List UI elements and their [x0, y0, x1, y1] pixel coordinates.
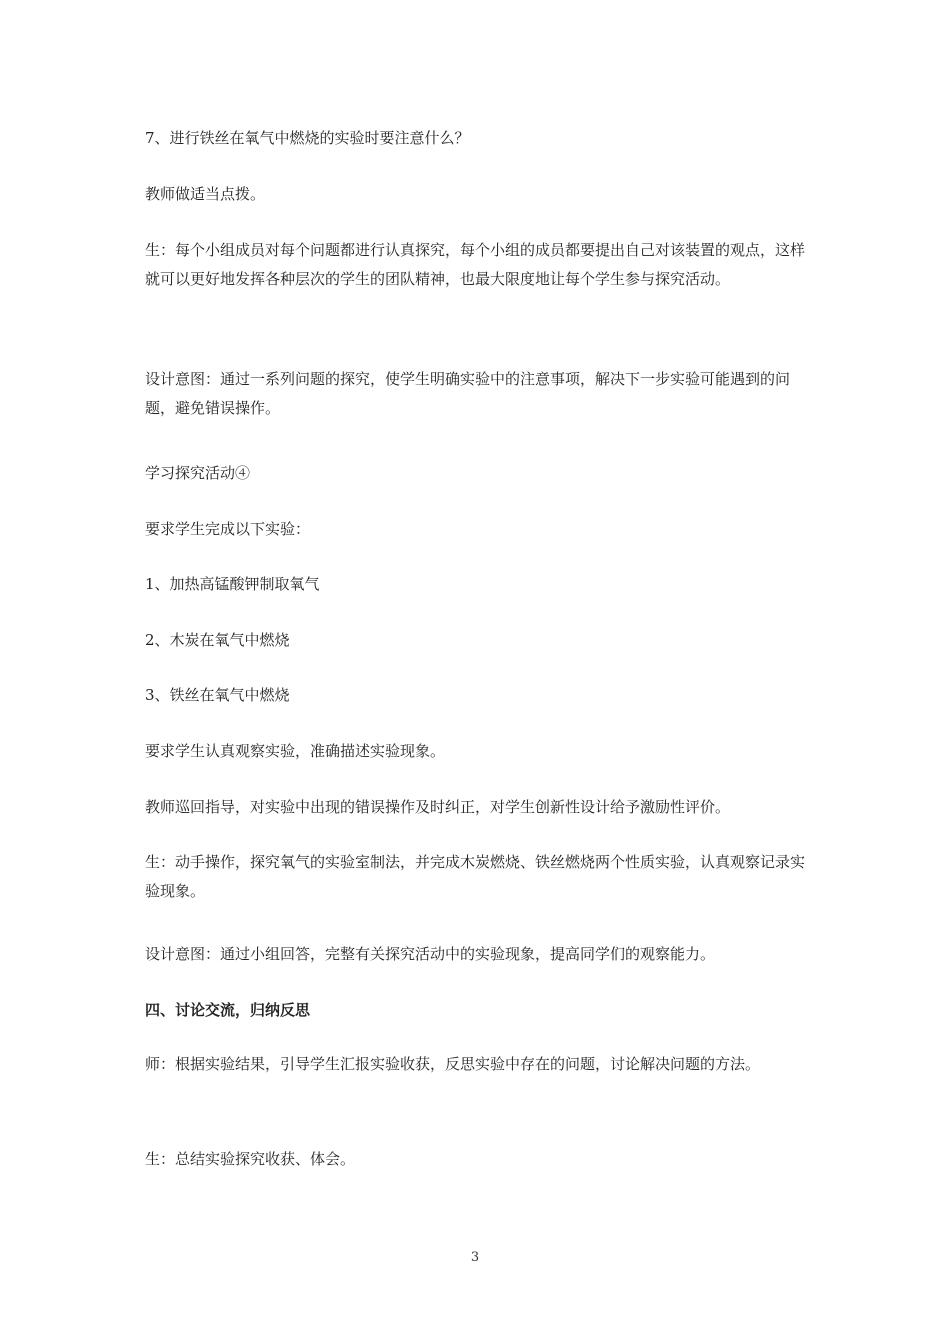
- teacher-guidance: 教师做适当点拨。: [145, 185, 266, 203]
- question-7: 7、进行铁丝在氧气中燃烧的实验时要注意什么？: [145, 129, 470, 147]
- experiment-1: 1、加热高锰酸钾制取氧气: [145, 575, 320, 593]
- page-number: 3: [470, 1250, 480, 1265]
- experiment-3: 3、铁丝在氧气中燃烧: [145, 686, 290, 704]
- section-4-heading: 四、讨论交流，归纳反思: [145, 1001, 311, 1019]
- student-group-inquiry: 生：每个小组成员对每个问题都进行认真探究，每个小组的成员都要提出自己对该装置的观点，这样就可以更好地发挥各种层次的学生的团队精神，也最大限度地让每个学生参与探究活动。: [145, 241, 806, 288]
- design-intent-1: 设计意图：通过一系列问题的探究，使学生明确实验中的注意事项，解决下一步实验可能遇到的问题，避免错误操作。: [145, 370, 791, 417]
- teacher-patrol: 教师巡回指导，对实验中出现的错误操作及时纠正，对学生创新性设计给予激励性评价。: [145, 798, 731, 816]
- experiment-requirements: 要求学生完成以下实验：: [145, 520, 311, 538]
- observation-requirement: 要求学生认真观察实验，准确描述实验现象。: [145, 742, 446, 760]
- activity-4-heading: 学习探究活动④: [145, 464, 251, 482]
- experiment-2: 2、木炭在氧气中燃烧: [145, 631, 290, 649]
- student-hands-on: 生：动手操作，探究氧气的实验室制法，并完成木炭燃烧、铁丝燃烧两个性质实验，认真观察记录实验现象。: [145, 853, 806, 900]
- design-intent-2: 设计意图：通过小组回答，完整有关探究活动中的实验现象，提高同学们的观察能力。: [145, 945, 716, 963]
- student-summary: 生：总结实验探究收获、体会。: [145, 1150, 356, 1168]
- teacher-discussion: 师：根据实验结果，引导学生汇报实验收获，反思实验中存在的问题，讨论解决问题的方法。: [145, 1055, 761, 1073]
